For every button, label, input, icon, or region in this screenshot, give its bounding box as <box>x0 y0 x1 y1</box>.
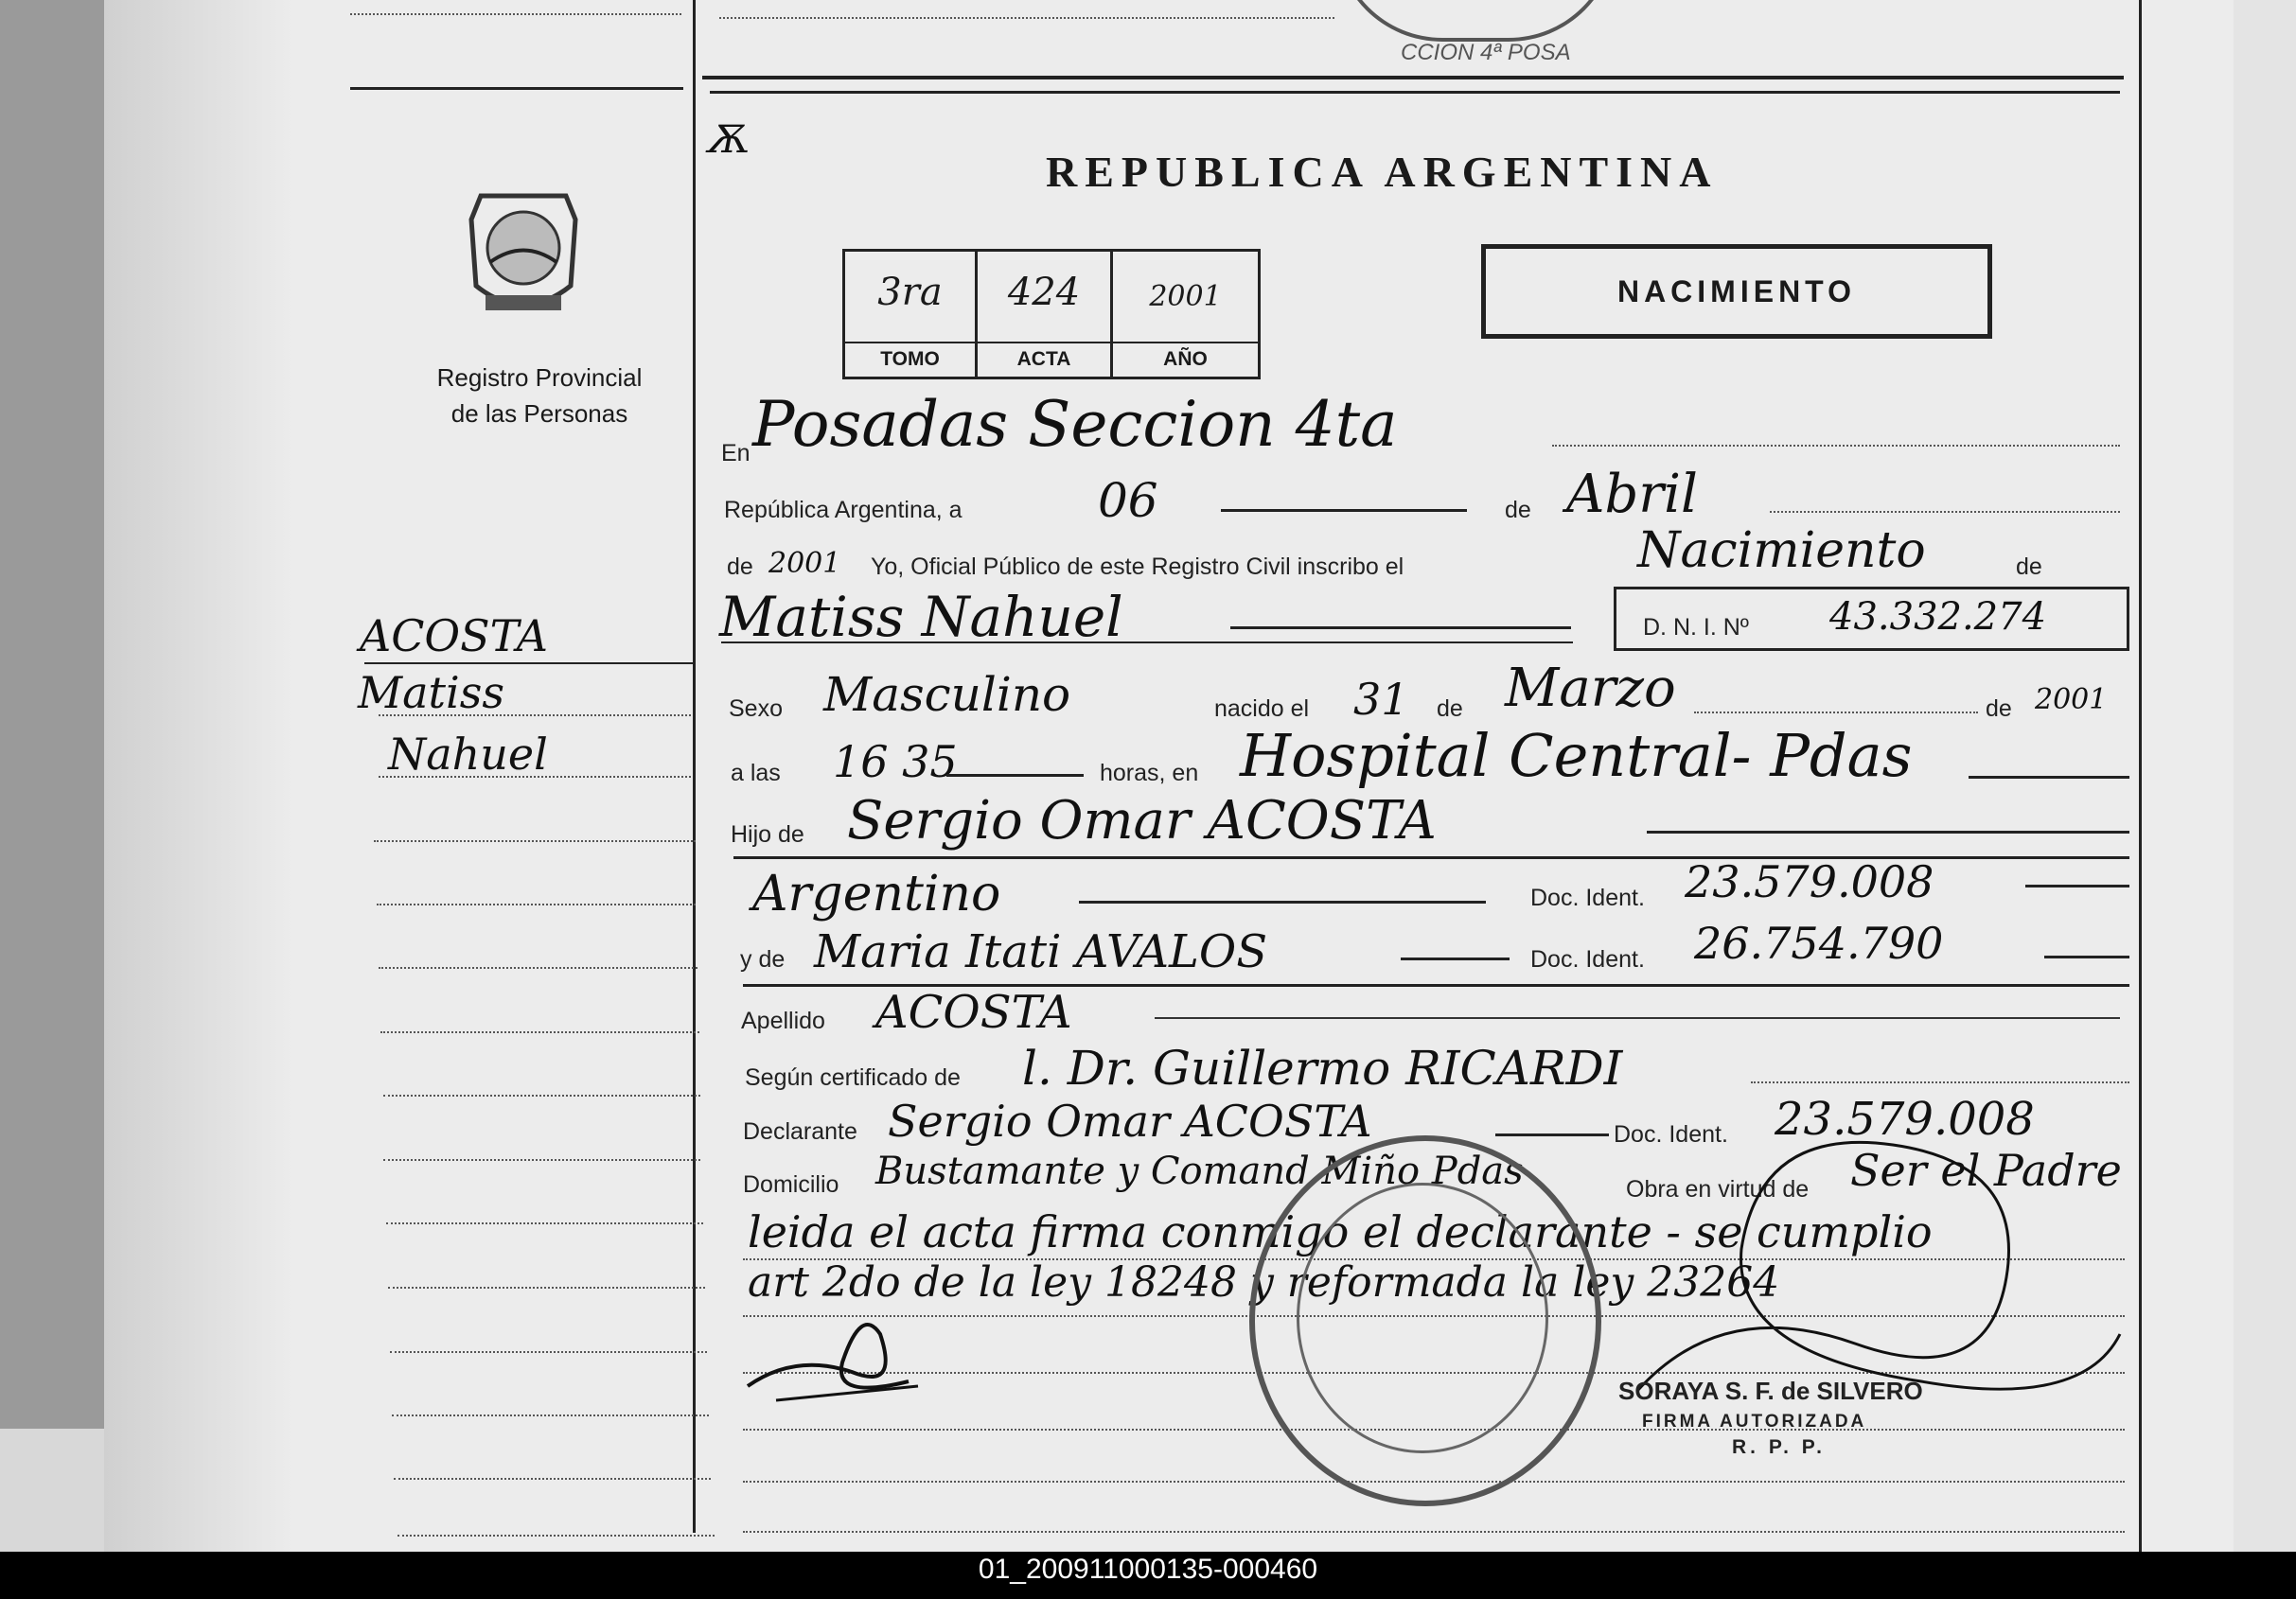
dni-value: 43.332.274 <box>1829 595 2047 639</box>
certificado-label: Según certificado de <box>745 1064 961 1091</box>
yde-label: y de <box>740 946 786 973</box>
declarant-signature <box>738 1296 927 1419</box>
domicilio-value: Bustamante y Comand Miño Pdas <box>875 1150 1524 1193</box>
left-column-rule <box>350 87 683 90</box>
handwritten-dash <box>1230 626 1571 629</box>
obra-label: Obra en virtud de <box>1626 1176 1810 1203</box>
official-title: FIRMA AUTORIZADA <box>1642 1412 1867 1432</box>
initials-mark: Ѫ <box>705 118 748 162</box>
right-border <box>2139 0 2142 1552</box>
dotted-line <box>350 13 681 15</box>
apellido-label: Apellido <box>741 1008 825 1034</box>
father-value: Sergio Omar ACOSTA <box>847 790 1437 852</box>
year-value: 2001 <box>768 547 841 580</box>
anio-cell <box>1113 252 1258 377</box>
tomo-value: 3ra <box>877 271 943 314</box>
declarante-doc-value: 23.579.008 <box>1775 1093 2035 1146</box>
dotted-line <box>392 1414 709 1416</box>
handwritten-dash <box>1079 901 1486 904</box>
declarante-label: Declarante <box>743 1118 857 1145</box>
sexo-value: Masculino <box>823 667 1071 722</box>
handwritten-dash <box>2025 885 2129 887</box>
hour-value: 16 35 <box>833 736 958 787</box>
place-value: Hospital Central- Pdas <box>1240 721 1913 790</box>
declarante-value: Sergio Omar ACOSTA <box>888 1096 1372 1147</box>
acta-label: ACTA <box>1016 348 1071 370</box>
record-number-box <box>842 249 1261 379</box>
handwritten-dash <box>1155 1017 2120 1019</box>
de-label: de <box>1505 497 1531 523</box>
domicilio-label: Domicilio <box>743 1171 839 1198</box>
de3-label: de <box>1986 695 2012 722</box>
dotted-line <box>1770 511 2120 513</box>
official-seal-inner <box>1297 1183 1548 1453</box>
note-line2: art 2do de la ley 18248 y reformada la ley 23264 <box>748 1258 1780 1307</box>
certificado-value: l. Dr. Guillermo RICARDI <box>1022 1041 1623 1096</box>
en-value: Posadas Seccion 4ta <box>752 388 1398 461</box>
image-code: 01_200911000135-000460 <box>978 1554 1318 1585</box>
sexo-label: Sexo <box>729 695 783 722</box>
dni-box <box>1614 587 2129 651</box>
acta-value: 424 <box>1007 271 1081 314</box>
official-org: R. P. P. <box>1732 1436 1826 1458</box>
background-left-corner <box>0 1429 114 1552</box>
dotted-line <box>379 967 698 969</box>
father-doc-value: 23.579.008 <box>1685 856 1934 907</box>
margin-surname: ACOSTA <box>360 610 549 661</box>
margin-name2: Nahuel <box>388 729 548 780</box>
name-value: Matiss Nahuel <box>719 585 1123 649</box>
dotted-line <box>394 1478 711 1480</box>
dotted-line <box>379 776 691 778</box>
birth-day-value: 31 <box>1353 674 1409 725</box>
yo-label: Yo, Oficial Público de este Registro Civil inscribo el <box>871 554 1404 580</box>
dotted-line <box>377 904 696 905</box>
top-rule <box>702 76 2124 79</box>
obra-value: Ser el Padre <box>1850 1145 2122 1196</box>
registry-name <box>397 360 681 431</box>
en-label: En <box>721 440 751 466</box>
republica-label: República Argentina, a <box>724 497 963 523</box>
dotted-line <box>383 1095 700 1097</box>
apellido-value: ACOSTA <box>875 986 1072 1039</box>
dotted-line <box>1694 712 1978 713</box>
hijo-label: Hijo de <box>731 821 804 848</box>
dotted-line <box>379 714 691 716</box>
column-divider <box>693 0 696 1533</box>
mother-value: Maria Itati AVALOS <box>814 925 1268 978</box>
name-rule <box>721 641 1573 643</box>
dotted-line <box>390 1351 707 1353</box>
tomo-label: TOMO <box>880 348 940 370</box>
document-title: REPUBLICA ARGENTINA <box>1046 148 1719 196</box>
dni-label: D. N. I. Nº <box>1643 614 1749 641</box>
day-value: 06 <box>1098 473 1158 528</box>
father-nationality-value: Argentino <box>752 866 1001 922</box>
de2-label: de <box>1437 695 1463 722</box>
background-left <box>0 0 114 1552</box>
registry-name-line1: Registro Provincial <box>436 363 643 392</box>
margin-underline <box>364 662 696 664</box>
mother-doc-label: Doc. Ident. <box>1530 946 1645 973</box>
de-after-label: de <box>2016 554 2042 580</box>
acta-cell <box>978 252 1113 377</box>
handwritten-dash <box>946 774 1084 777</box>
dotted-line <box>719 17 1334 19</box>
dotted-line <box>743 1531 2125 1533</box>
page-binding-shadow <box>104 0 293 1552</box>
birth-month-value: Marzo <box>1505 658 1676 719</box>
father-doc-label: Doc. Ident. <box>1530 885 1645 911</box>
dotted-line <box>374 840 696 842</box>
handwritten-dash <box>1969 776 2129 779</box>
registry-name-line2: de las Personas <box>450 399 628 428</box>
dotted-line <box>386 1222 703 1224</box>
dotted-line <box>1552 445 2120 447</box>
handwritten-dash <box>1221 509 1467 512</box>
birth-year-value: 2001 <box>2035 683 2108 716</box>
top-rule-2 <box>710 91 2120 94</box>
handwritten-dash <box>1401 958 1510 960</box>
a-las-label: a las <box>731 760 781 786</box>
page-right-edge <box>2234 0 2296 1552</box>
mother-doc-value: 26.754.790 <box>1694 918 1944 969</box>
dotted-line <box>380 1031 699 1033</box>
top-stamp-text: CCION 4ª POSA <box>1401 40 1571 65</box>
record-type-box: NACIMIENTO <box>1481 244 1992 339</box>
dotted-line <box>397 1535 715 1537</box>
horas-label: horas, en <box>1100 760 1199 786</box>
anio-label: AÑO <box>1163 348 1208 370</box>
dotted-line <box>388 1287 705 1289</box>
event-value: Nacimiento <box>1637 522 1926 579</box>
official-name: SORAYA S. F. de SILVERO <box>1618 1377 1923 1405</box>
de-year-label: de <box>727 554 753 580</box>
tomo-cell <box>845 252 978 377</box>
nacido-label: nacido el <box>1214 695 1310 722</box>
handwritten-dash <box>2044 956 2129 958</box>
province-emblem-icon <box>462 182 585 324</box>
handwritten-dash <box>1647 831 2129 834</box>
dotted-line <box>1751 1081 2129 1083</box>
dotted-line <box>383 1159 700 1161</box>
anio-value: 2001 <box>1149 280 1222 313</box>
month-value: Abril <box>1566 464 1698 525</box>
handwritten-dash <box>1495 1133 1609 1136</box>
declarante-doc-label: Doc. Ident. <box>1614 1121 1728 1148</box>
margin-name1: Matiss <box>358 667 504 718</box>
note-line1: leida el acta firma conmigo el declarante - se cumplio <box>748 1206 1933 1257</box>
